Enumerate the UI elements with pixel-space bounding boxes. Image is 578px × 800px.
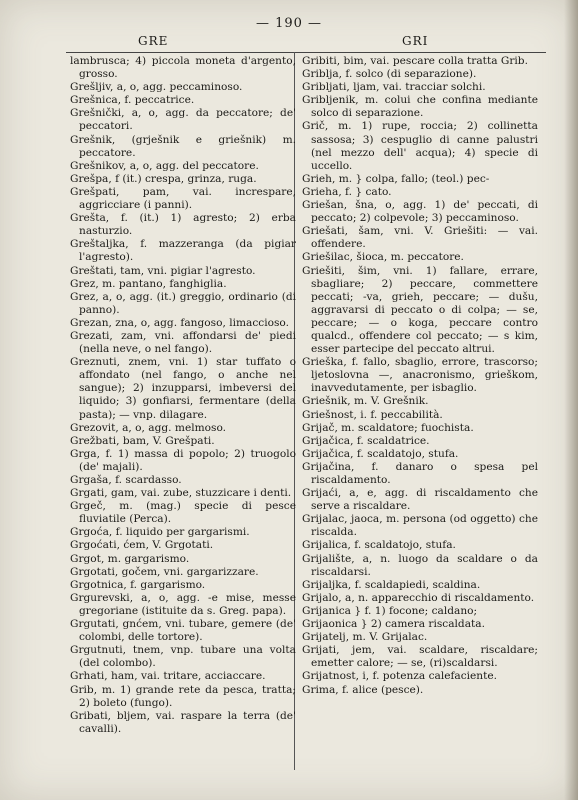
dictionary-entry: Griešnost, i. f. peccabilità. (302, 408, 443, 421)
dictionary-entry: Grič, m. 1) rupe, roccia; 2) collinetta sassosa; 3) cespuglio di canne palustri (nel mezzo dell' acqua); 4) specie di uccello. (302, 120, 538, 172)
dictionary-entry: Grijaonica } 2) camera riscaldata. (302, 618, 485, 631)
dictionary-entry: Grgeč, m. (mag.) specie di pesce fluviatile (Perca). (70, 500, 296, 526)
dictionary-entry: Grgaša, f. scardasso. (70, 474, 182, 486)
dictionary-entry: Greznuti, znem, vni. 1) star tuffato o affondato (nel fango, o anche nel sangue); 2) inzupparsi, imbeversi del liquido; 3) gonfiarsi, fermentare (della pasta); — vnp. dilagare. (70, 356, 296, 421)
dictionary-entry: Grijatelj, m. V. Grijalac. (302, 631, 428, 644)
dictionary-entry: Grešnikov, a, o, agg. del peccatore. (70, 159, 259, 172)
dictionary-entry: Grijačica, f. scaldatrice. (302, 434, 430, 447)
left-running-head: GRE (138, 34, 169, 48)
dictionary-entry: Grezan, zna, o, agg. fangoso, limaccioso. (70, 316, 289, 329)
dictionary-entry: Grijalica, f. scaldatojo, stufa. (302, 539, 456, 552)
dictionary-entry: Grgoća, f. liquido per gargarismi. (70, 526, 250, 539)
dictionary-entry: Grez, a, o, agg. (it.) greggio, ordinario (di panno). (70, 290, 296, 316)
dictionary-entry: Grgoćati, ćem, V. Grgotati. (70, 539, 214, 552)
dictionary-entry: Grešnik, (grješnik e griešnik) m. peccatore. (70, 133, 296, 159)
dictionary-entry: Grijaljka, f. scaldapiedi, scaldina. (302, 578, 481, 591)
dictionary-entry: Gribiti, bim, vai. pescare colla tratta Grib. (302, 55, 528, 67)
dictionary-entry: Grgot, m. gargarismo. (70, 552, 190, 565)
dictionary-entry: Grežbati, bam, V. Grešpati. (70, 434, 215, 447)
dictionary-entry: Grgutati, gnćem, vni. tubare, gemere (de' colombi, delle tortore). (70, 618, 296, 644)
dictionary-entry: Greštati, tam, vni. pigiar l'agresto. (70, 264, 256, 277)
dictionary-entry: Grešpati, pam, vai. increspare, aggricciare (i panni). (70, 185, 296, 212)
dictionary-entry: Grijanica } f. 1) focone; caldano; (302, 604, 478, 617)
dictionary-entry: Grima, f. alice (pesce). (302, 683, 424, 696)
dictionary-entry: Grgutnuti, tnem, vnp. tubare una volta (del colombo). (70, 644, 296, 670)
dictionary-entry: Grezovit, a, o, agg. melmoso. (70, 421, 227, 434)
dictionary-entry: Grijaći, a, e, agg. di riscaldamento che serve a riscaldare. (302, 487, 538, 513)
dictionary-entry: Grieh, m. } colpa, fallo; (teol.) pec- (302, 172, 490, 185)
dictionary-entry: Grešnica, f. peccatrice. (70, 94, 195, 107)
dictionary-entry: Grijačica, f. scaldatojo, stufa. (302, 447, 459, 460)
dictionary-entry: Griešilac, šioca, m. peccatore. (302, 251, 464, 264)
dictionary-entry: Gribljenik, m. colui che confina mediante solco di separazione. (302, 94, 538, 120)
header-rule (66, 52, 546, 53)
dictionary-entry: Griešati, šam, vni. V. Griešiti: — vai. offendere. (302, 225, 538, 251)
dictionary-entry: Grib, m. 1) grande rete da pesca, tratta; 2) boleto (fungo). (70, 683, 296, 709)
dictionary-entry: Grijati, jem, vai. scaldare, riscaldare; emetter calore; — se, (ri)scaldarsi. (302, 644, 538, 670)
dictionary-entry: Griešnik, m. V. Grešnik. (302, 395, 429, 408)
dictionary-entry: Greštaljka, f. mazzeranga (da pigiar l'agresto). (70, 238, 296, 264)
dictionary-entry: Grešljiv, a, o, agg. peccaminoso. (70, 81, 243, 94)
dictionary-entry: Grijalo, a, n. apparecchio di riscaldamento. (302, 591, 535, 604)
dictionary-entry: lambrusca; 4) piccola moneta d'argento, grosso. (70, 55, 296, 81)
dictionary-entry: Grešpa, f (it.) crespa, grinza, ruga. (70, 172, 257, 185)
dictionary-entry: Grešta, f. (it.) 1) agresto; 2) erba nasturzio. (70, 212, 296, 238)
dictionary-entry: Grieha, f. } cato. (302, 185, 392, 198)
dictionary-entry: Grgotati, gočem, vni. gargarizzare. (70, 565, 259, 578)
dictionary-entry: Grga, f. 1) massa di popolo; 2) truogolo (de' majali). (70, 447, 296, 473)
dictionary-entry: Griešiti, šim, vni. 1) fallare, errare, sbagliare; 2) peccare, commettere peccati; -va, grieh, peccare; — dušu, aggravarsi di peccato o di colpa; — se, peccare; — o koga, peccare contro qualcd., offendere col peccato; — s kim, esser partecipe del peccato altrui. (302, 264, 538, 356)
dictionary-entry: Grgati, gam, vai. zube, stuzzicare i denti. (70, 487, 292, 500)
left-column (70, 55, 296, 736)
dictionary-entry: Grijalac, jaoca, m. persona (od oggetto) che riscalda. (302, 513, 538, 539)
dictionary-entry: Grešnički, a, o, agg. da peccatore; de' peccatori. (70, 107, 296, 133)
dictionary-entry: Grgurevski, a, o, agg. -e mise, messe gregoriane (istituite da s. Greg. papa). (70, 591, 296, 617)
dictionary-entry: Gribati, bljem, vai. raspare la terra (de' cavalli). (70, 709, 296, 735)
dictionary-entry: Grijač, m. scaldatore; fuochista. (302, 421, 474, 434)
dictionary-entry: Grijalište, a, n. luogo da scaldare o da riscaldarsi. (302, 552, 538, 578)
dictionary-entry: Grezati, zam, vni. affondarsi de' piedi (nella neve, o nel fango). (70, 329, 296, 356)
dictionary-entry: Griblja, f. solco (di separazione). (302, 68, 477, 81)
dictionary-entry: Grgotnica, f. gargarismo. (70, 578, 206, 591)
page-number: — 190 — (255, 16, 323, 31)
dictionary-entry: Grijačina, f. danaro o spesa pel riscaldamento. (302, 460, 538, 486)
dictionary-entry: Grhati, ham, vai. tritare, acciaccare. (70, 670, 266, 683)
dictionary-entry: Grieška, f. fallo, sbaglio, errore, trascorso; ljetoslovna —, anacronismo, grieškom, inavvedutamente, per isbaglio. (302, 356, 538, 395)
dictionary-entry: Gribljati, ljam, vai. tracciar solchi. (302, 81, 486, 94)
right-column (302, 55, 538, 697)
right-running-head: GRI (402, 34, 429, 48)
scan-edge-shadow (564, 0, 578, 800)
dictionary-entry: Griešan, šna, o, agg. 1) de' peccati, di peccato; 2) colpevole; 3) peccaminoso. (302, 199, 538, 225)
dictionary-entry: Grijatnost, i, f. potenza calefaciente. (302, 670, 498, 683)
dictionary-entry: Grez, m. pantano, fanghiglia. (70, 277, 227, 290)
